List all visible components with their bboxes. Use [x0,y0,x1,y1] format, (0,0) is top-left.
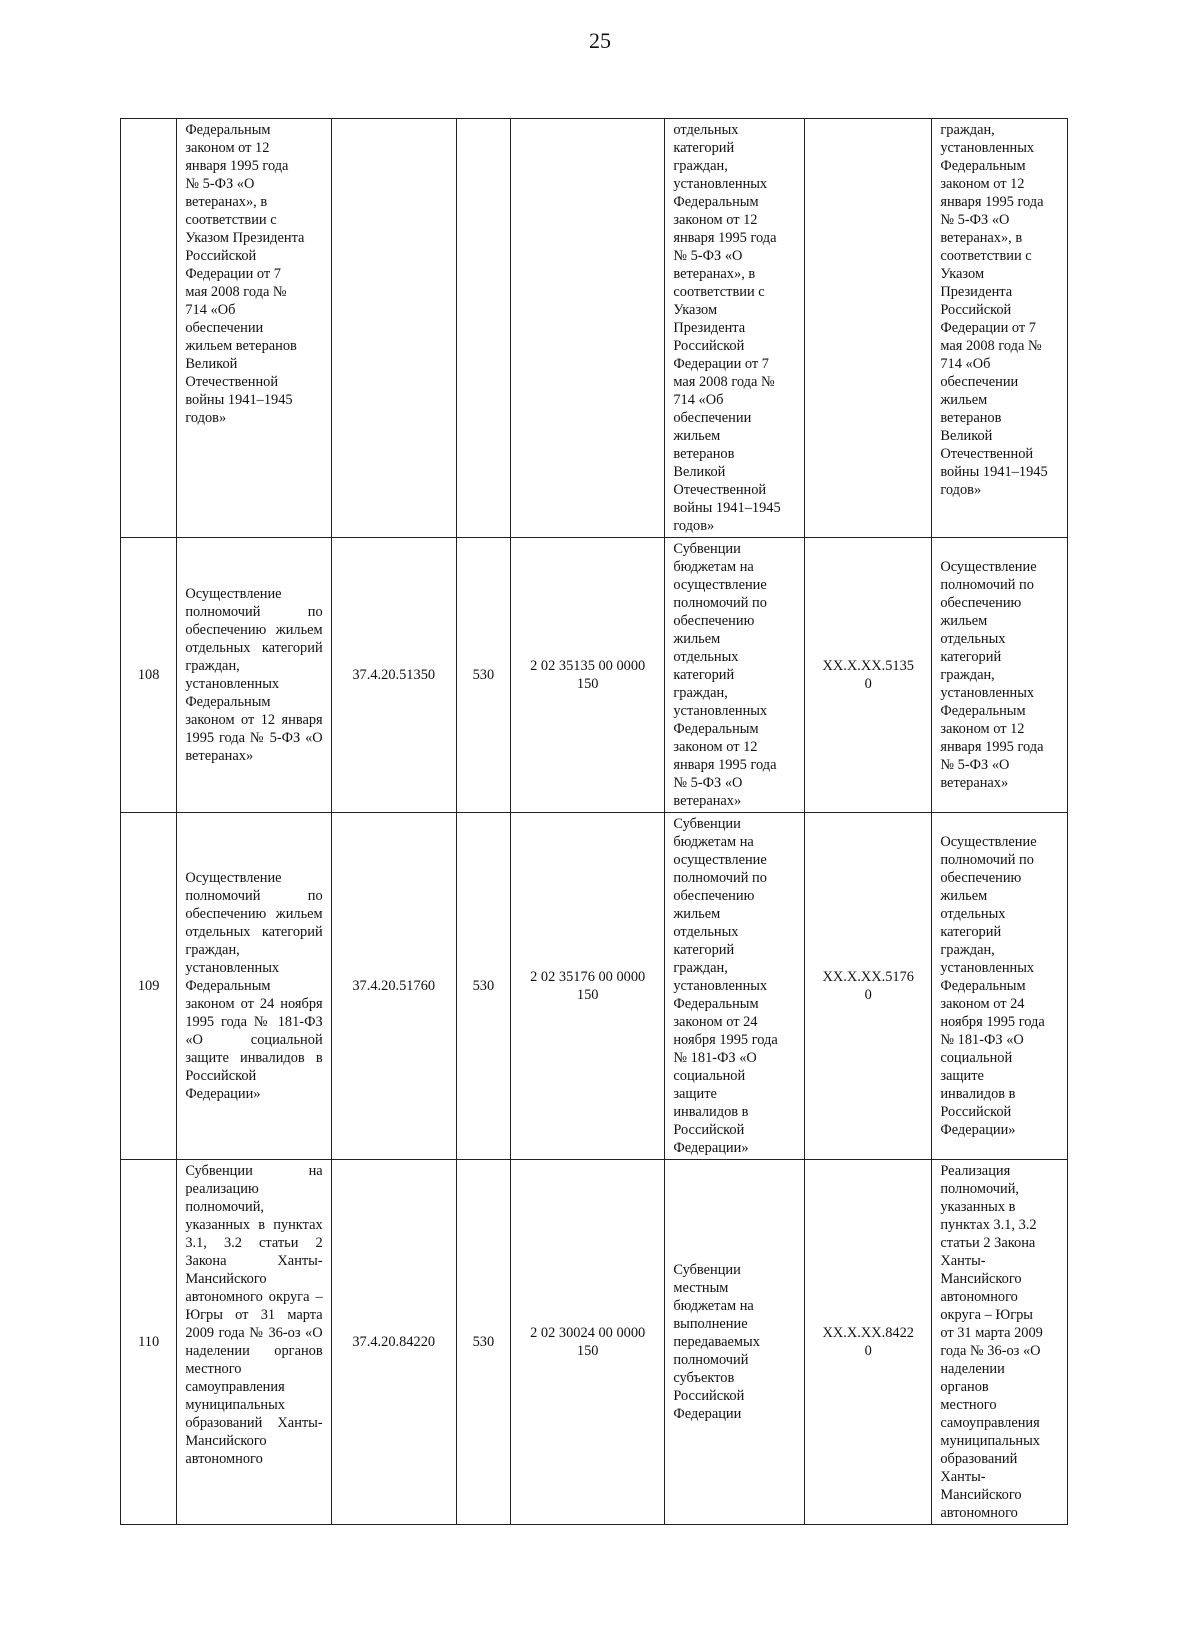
purpose-cell: Осуществление полномочий по обеспечению жильем отдельных категорий граждан, установленных Федеральным законом от 24 ноября 1995 года № 181-ФЗ «О социальной защите инвалидов в Российской Федерации» [932,813,1068,1160]
expense-type-cell: 530 [456,538,510,813]
expense-type-cell: 530 [456,813,510,1160]
revenue-code-cell: 2 02 30024 00 0000 150 [511,1160,665,1525]
municipal-code-cell: XX.X.XX.8422 0 [805,1160,932,1525]
municipal-code-cell [805,119,932,538]
expense-name-cell: Федеральным законом от 12 января 1995 года № 5-ФЗ «О ветеранах», в соответствии с Указом Президента Российской Федерации от 7 мая 2008 года № 714 «Об обеспечении жильем ветеранов Великой Отечественной войны 1941–1945 годов» [177,119,331,538]
budget-classification-table [120,118,1068,1525]
expense-type-cell: 530 [456,1160,510,1525]
revenue-code-cell: 2 02 35176 00 0000 150 [511,813,665,1160]
target-code-cell: 37.4.20.51760 [331,813,456,1160]
expense-name-cell: Осуществление полномочий по обеспечению жильем отдельных категорий граждан, установленных Федеральным законом от 24 ноября 1995 года № 181-ФЗ «О социальной защите инвалидов в Российской Федерации» [177,813,331,1160]
subsidy-name-cell: Субвенции бюджетам на осуществление полномочий по обеспечению жильем отдельных категорий граждан, установленных Федеральным законом от 24 ноября 1995 года № 181-ФЗ «О социальной защите инвалидов в Российской Федерации» [665,813,805,1160]
target-code-cell: 37.4.20.84220 [331,1160,456,1525]
purpose-cell: граждан, установленных Федеральным законом от 12 января 1995 года № 5-ФЗ «О ветеранах», в соответствии с Указом Президента Российской Федерации от 7 мая 2008 года № 714 «Об обеспечении жильем ветеранов Великой Отечественной войны 1941–1945 годов» [932,119,1068,538]
table-row [121,119,1068,538]
table-row [121,538,1068,813]
revenue-code-cell [511,119,665,538]
subsidy-name-cell: Субвенции местным бюджетам на выполнение передаваемых полномочий субъектов Российской Федерации [665,1160,805,1525]
table-row [121,813,1068,1160]
table-row [121,1160,1068,1525]
target-code-cell [331,119,456,538]
municipal-code-cell: XX.X.XX.5176 0 [805,813,932,1160]
row-number: 109 [121,813,177,1160]
expense-name-cell: Субвенции на реализацию полномочий, указанных в пунктах 3.1, 3.2 статьи 2 Закона Ханты-Мансийского автономного округа – Югры от 31 марта 2009 года № 36-оз «О наделении органов местного самоуправления муниципальных образований Ханты-Мансийского автономного [177,1160,331,1525]
subsidy-name-cell: Субвенции бюджетам на осуществление полномочий по обеспечению жильем отдельных категорий граждан, установленных Федеральным законом от 12 января 1995 года № 5-ФЗ «О ветеранах» [665,538,805,813]
subsidy-name-cell: отдельных категорий граждан, установленных Федеральным законом от 12 января 1995 года № 5-ФЗ «О ветеранах», в соответствии с Указом Президента Российской Федерации от 7 мая 2008 года № 714 «Об обеспечении жильем ветеранов Великой Отечественной войны 1941–1945 годов» [665,119,805,538]
municipal-code-cell: XX.X.XX.5135 0 [805,538,932,813]
expense-type-cell [456,119,510,538]
row-number [121,119,177,538]
target-code-cell: 37.4.20.51350 [331,538,456,813]
page-number: 25 [589,28,611,53]
expense-name-cell: Осуществление полномочий по обеспечению жильем отдельных категорий граждан, установленных Федеральным законом от 12 января 1995 года № 5-ФЗ «О ветеранах» [177,538,331,813]
revenue-code-cell: 2 02 35135 00 0000 150 [511,538,665,813]
purpose-cell: Реализация полномочий, указанных в пунктах 3.1, 3.2 статьи 2 Закона Ханты- Мансийского автономного округа – Югры от 31 марта 2009 года № 36-оз «О наделении органов местного самоуправления муниципальных образований Ханты- Мансийского автономного [932,1160,1068,1525]
purpose-cell: Осуществление полномочий по обеспечению жильем отдельных категорий граждан, установленных Федеральным законом от 12 января 1995 года № 5-ФЗ «О ветеранах» [932,538,1068,813]
row-number: 110 [121,1160,177,1525]
row-number: 108 [121,538,177,813]
